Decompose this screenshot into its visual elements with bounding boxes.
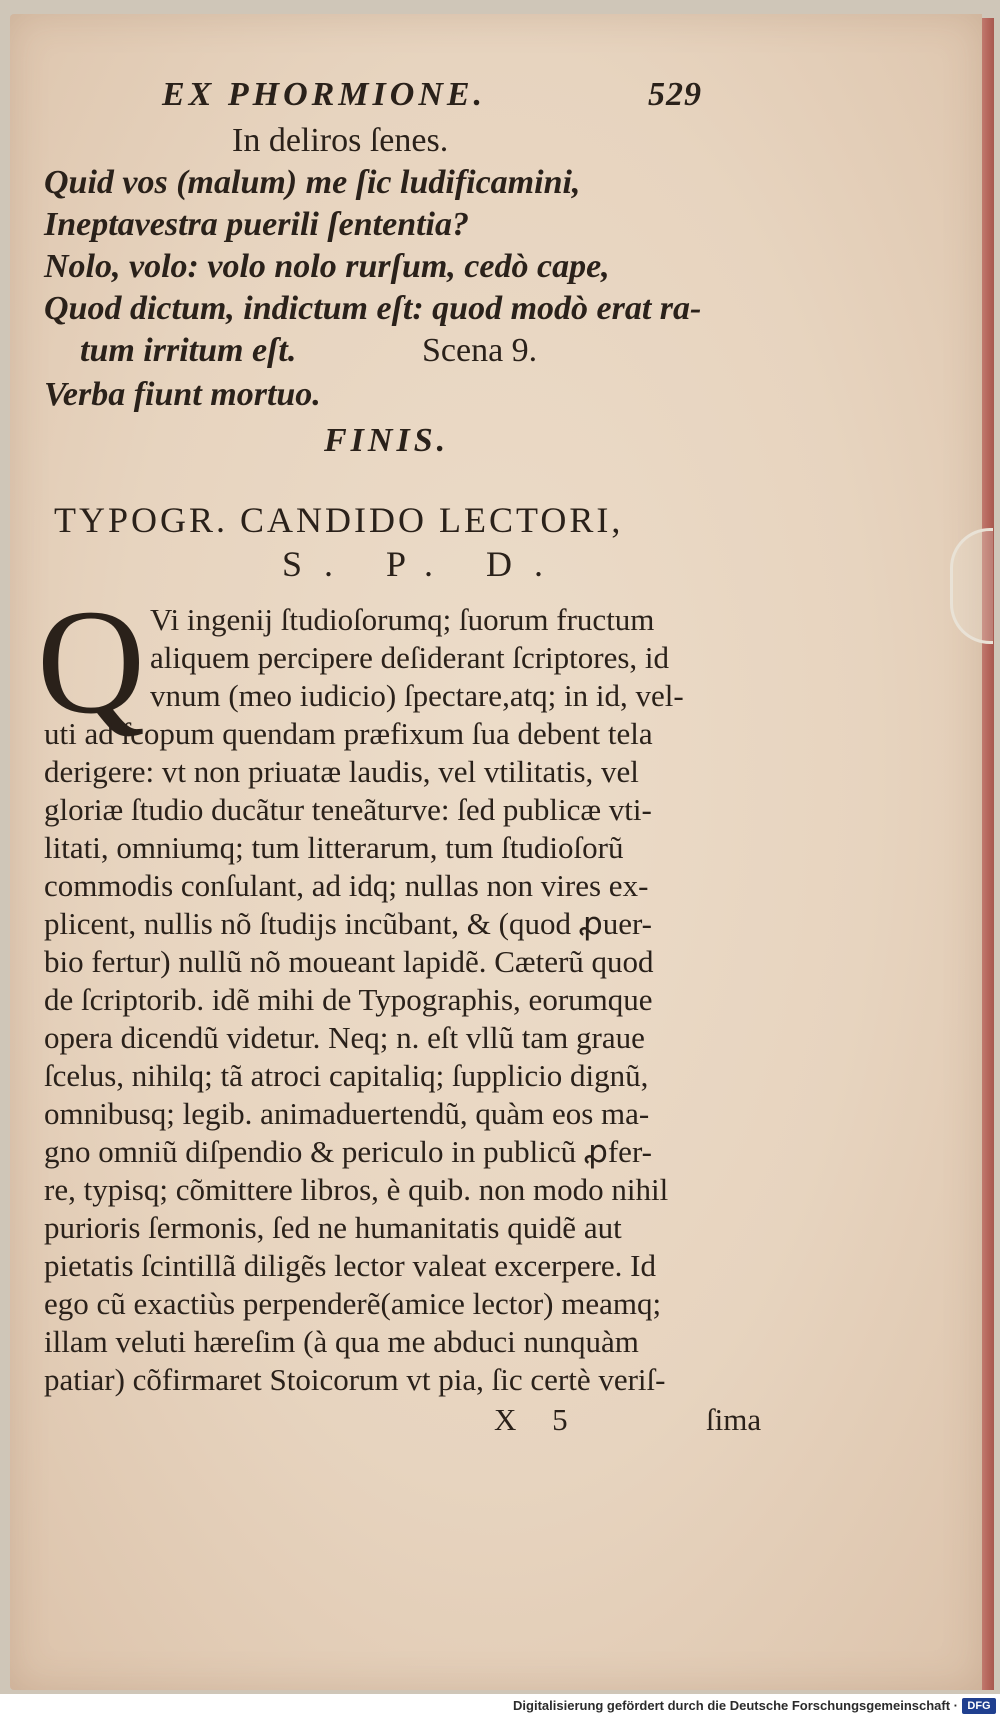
body-line-5: derigere: vt non priuatæ laudis, vel vtilitatis, vel (44, 754, 639, 789)
verse-line-1: In deliros ſenes. (232, 122, 449, 159)
catchword: ſima (706, 1402, 762, 1437)
verse-line-7: Verba fiunt mortuo. (44, 376, 321, 413)
body-line-14: omnibusq; legib. animaduertendũ, quàm eos ma- (44, 1096, 650, 1131)
verse-line-2: Quid vos (malum) me ſic ludificamini, (44, 164, 581, 201)
page-number: 529 (648, 76, 702, 113)
body-line-9: plicent, nullis nõ ſtudijs incũbant, & (quod ꝓuer- (44, 906, 652, 941)
body-line-6: gloriæ ſtudio ducãtur teneãturve: ſed publicæ vti- (44, 792, 652, 827)
drop-cap: Q (36, 579, 146, 745)
funding-credit: Digitalisierung gefördert durch die Deutsche Forschungsgemeinschaft · (513, 1698, 958, 1713)
verse-line-5: Quod dictum, indictum eſt: quod modò erat ra- (44, 290, 702, 327)
body-line-17: purioris ſermonis, ſed ne humanitatis quidẽ aut (44, 1210, 622, 1245)
body-line-11: de ſcriptorib. idẽ mihi de Typographis, eorumque (44, 982, 653, 1017)
section-subtitle: S. P. D. (282, 544, 566, 584)
body-line-1: Vi ingenij ſtudioſorumq; ſuorum fructum (150, 602, 655, 637)
dfg-logo: DFG (962, 1698, 996, 1714)
body-line-10: bio fertur) nullũ nõ moueant lapidẽ. Cæterũ quod (44, 944, 654, 979)
body-line-7: litati, omniumq; tum litterarum, tum ſtudioſorũ (44, 830, 624, 865)
body-line-12: opera dicendũ videtur. Neq; n. eſt vllũ tam graue (44, 1020, 645, 1055)
section-title: TYPOGR. CANDIDO LECTORI, (54, 500, 624, 540)
body-line-19: ego cũ exactiùs perpenderẽ(amice lector) meamq; (44, 1286, 662, 1321)
footer-bar (0, 1694, 1000, 1718)
scene-label: Scena 9. (422, 332, 538, 369)
body-line-20: illam veluti hæreſim (à qua me abduci nunquàm (44, 1324, 639, 1359)
body-line-16: re, typisq; cõmittere libros, è quib. non modo nihil (44, 1172, 669, 1207)
body-line-3: vnum (meo iudicio) ſpectare,atq; in id, vel- (150, 678, 684, 713)
page-clip-tab (950, 528, 993, 644)
body-line-21: patiar) cõfirmaret Stoicorum vt pia, ſic certè veriſ- (44, 1362, 666, 1397)
running-title: EX PHORMIONE. (162, 76, 487, 113)
signature-mark: X 5 (494, 1402, 582, 1437)
body-line-15: gno omniũ diſpendio & periculo in publicũ ꝓfer- (44, 1134, 652, 1169)
finis: FINIS. (324, 422, 450, 459)
body-line-13: ſcelus, nihilq; tã atroci capitaliq; ſupplicio dignũ, (44, 1058, 649, 1093)
body-line-2: aliquem percipere deſiderant ſcriptores, id (150, 640, 670, 675)
verse-line-3: Ineptavestra puerili ſententia? (44, 206, 469, 243)
body-line-8: commodis conſulant, ad idq; nullas non vires ex- (44, 868, 649, 903)
verse-line-4: Nolo, volo: volo nolo rurſum, cedò cape, (44, 248, 610, 285)
body-line-18: pietatis ſcintillã diligẽs lector valeat excerpere. Id (44, 1248, 656, 1283)
body-line-4: uti ad ſcopum quendam præfixum ſua debent tela (44, 716, 653, 751)
verse-line-6: tum irritum eſt. (80, 332, 297, 369)
